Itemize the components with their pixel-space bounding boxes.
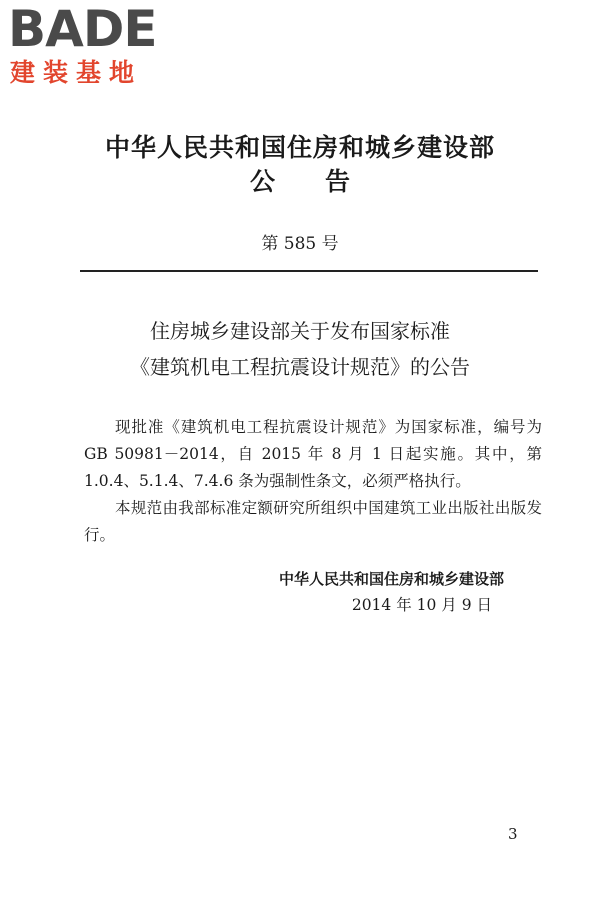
logo-letter-e: E <box>123 0 157 58</box>
logo-wordmark <box>8 0 157 58</box>
logo-letter-b: B <box>8 0 46 58</box>
ministry-heading: 中华人民共和国住房和城乡建设部 <box>104 133 495 162</box>
issuer-signature: 中华人民共和国住房和城乡建设部 <box>278 570 504 588</box>
announcement-heading <box>0 166 600 198</box>
announcement-char-right: 告 <box>325 167 351 196</box>
logo-subtitle: 建装基地 <box>10 58 143 87</box>
announcement-number: 第 585 号 <box>261 234 339 254</box>
logo-letter-d: D <box>82 0 124 58</box>
body-paragraph-2: 本规范由我部标准定额研究所组织中国建筑工业出版社出版发行。 <box>84 499 542 544</box>
title-line-1: 住房城乡建设部关于发布国家标准 <box>150 319 450 343</box>
announcement-body <box>84 414 542 549</box>
header-divider <box>80 270 538 272</box>
title-line-2: 《建筑机电工程抗震设计规范》的公告 <box>130 355 470 379</box>
issue-date: 2014 年 10 月 9 日 <box>351 596 492 614</box>
page-number: 3 <box>508 825 518 843</box>
logo-letter-a: A <box>45 0 83 58</box>
bade-logo <box>8 0 178 90</box>
body-paragraph-1: 现批准《建筑机电工程抗震设计规范》为国家标准，编号为 GB 50981－2014，自 2015 年 8 月 1 日起实施。其中，第 1.0.4、5.1.4、7.4.6 条为强制性条文，必须严格执行。 <box>84 418 542 490</box>
announcement-char-left: 公 <box>249 167 275 196</box>
